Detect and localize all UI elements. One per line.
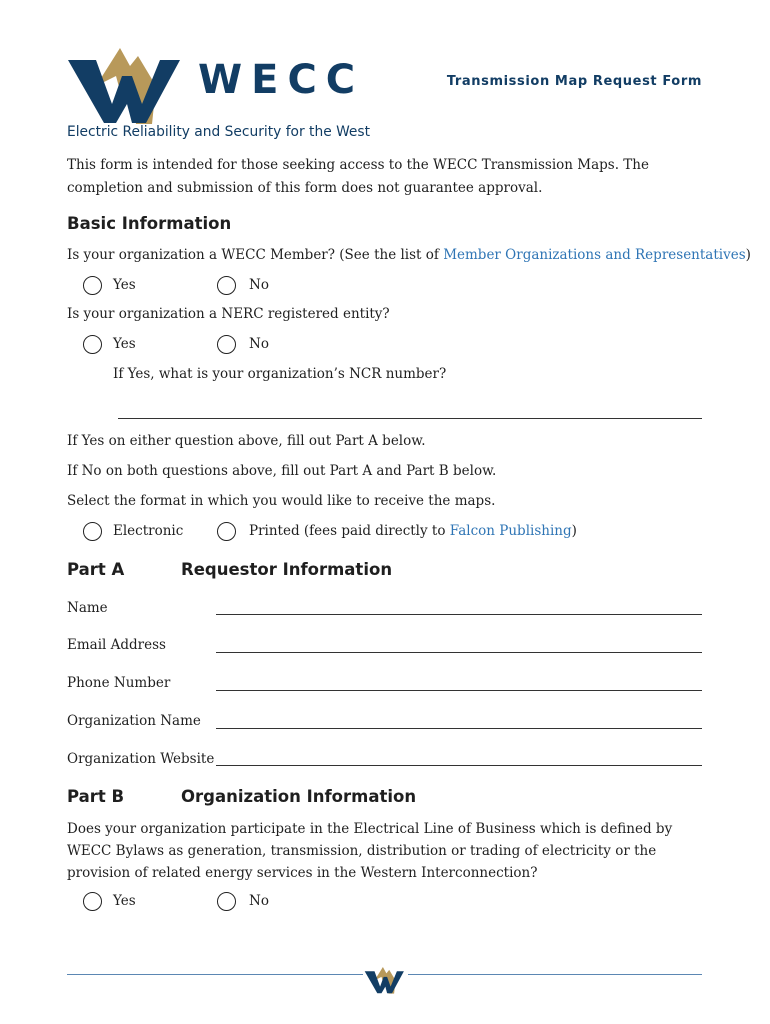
org-website-label: Organization Website xyxy=(67,751,215,767)
elb-yes-radio[interactable] xyxy=(83,892,102,911)
instruction-part-a: If Yes on either question above, fill out Part A below. xyxy=(67,433,426,449)
logo-wordmark: WECC xyxy=(198,57,365,103)
format-printed-label: Printed (fees paid directly to Falcon Publishing) xyxy=(249,523,577,539)
nerc-no-label: No xyxy=(249,336,269,352)
basic-info-heading: Basic Information xyxy=(67,214,232,233)
part-b-title: Organization Information xyxy=(181,787,417,806)
name-field[interactable] xyxy=(216,614,702,615)
nerc-no-radio[interactable] xyxy=(217,335,236,354)
wecc-member-question: Is your organization a WECC Member? (See the list of Member Organizations and Representatives) xyxy=(67,247,751,263)
intro-paragraph: This form is intended for those seeking access to the WECC Transmission Maps. The completion and submission of this form does not guarantee approval. xyxy=(67,157,649,196)
elb-no-label: No xyxy=(249,893,269,909)
wecc-member-no-radio[interactable] xyxy=(217,276,236,295)
elb-no-radio[interactable] xyxy=(217,892,236,911)
format-electronic-label: Electronic xyxy=(113,523,184,539)
nerc-yes-label: Yes xyxy=(113,336,136,352)
falcon-publishing-link[interactable]: Falcon Publishing xyxy=(449,523,572,539)
wecc-logo-mark xyxy=(66,46,186,124)
format-electronic-radio[interactable] xyxy=(83,522,102,541)
ncr-number-field[interactable] xyxy=(118,418,702,419)
ncr-number-question: If Yes, what is your organization’s NCR number? xyxy=(113,366,447,382)
wecc-member-yes-radio[interactable] xyxy=(83,276,102,295)
part-b-label: Part B xyxy=(67,787,125,806)
tagline: Electric Reliability and Security for the West xyxy=(67,124,370,140)
part-b-question: Does your organization participate in the Electrical Line of Business which is defined by WECC Bylaws as generation, transmission, distribution or trading of electricity or the provision of related energy services in the Western Interconnection? xyxy=(67,821,673,881)
elb-yes-label: Yes xyxy=(113,893,136,909)
wecc-member-yes-label: Yes xyxy=(113,277,136,293)
org-website-field[interactable] xyxy=(216,765,702,766)
org-name-field[interactable] xyxy=(216,728,702,729)
phone-label: Phone Number xyxy=(67,675,171,691)
footer-rule-right xyxy=(408,974,702,975)
org-name-label: Organization Name xyxy=(67,713,201,729)
nerc-yes-radio[interactable] xyxy=(83,335,102,354)
member-organizations-link[interactable]: Member Organizations and Representatives xyxy=(443,247,746,263)
nerc-question: Is your organization a NERC registered entity? xyxy=(67,306,390,322)
part-a-title: Requestor Information xyxy=(181,560,393,579)
part-a-label: Part A xyxy=(67,560,125,579)
email-field[interactable] xyxy=(216,652,702,653)
phone-field[interactable] xyxy=(216,690,702,691)
instruction-part-b: If No on both questions above, fill out Part A and Part B below. xyxy=(67,463,497,479)
format-question: Select the format in which you would like to receive the maps. xyxy=(67,493,496,509)
name-label: Name xyxy=(67,600,108,616)
format-printed-radio[interactable] xyxy=(217,522,236,541)
form-title: Transmission Map Request Form xyxy=(446,74,702,89)
wecc-member-no-label: No xyxy=(249,277,269,293)
footer-logo-icon xyxy=(364,964,406,996)
footer-rule-left xyxy=(67,974,363,975)
email-label: Email Address xyxy=(67,637,166,653)
